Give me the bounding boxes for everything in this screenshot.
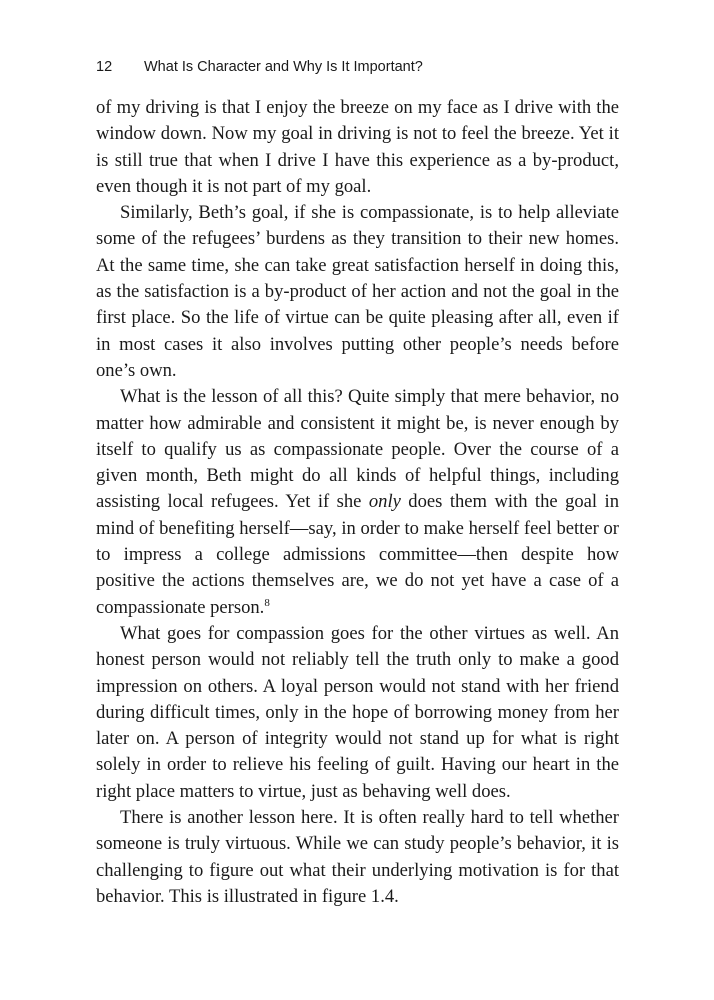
footnote-marker[interactable]: 8	[264, 596, 270, 609]
body-text	[96, 95, 619, 910]
paragraph-5: There is another lesson here. It is often really hard to tell whether someone is truly virtuous. While we can study people’s behavior, it is challenging to figure out what their underlying motivation is for that behavior. This is illustrated in figure 1.4.	[96, 807, 619, 907]
book-page	[96, 0, 619, 1000]
paragraph-3	[96, 384, 619, 621]
running-title: What Is Character and Why Is It Important?	[144, 59, 423, 75]
paragraph-1: of my driving is that I enjoy the breeze on my face as I drive with the window down. Now my goal in driving is not to feel the breeze. Yet it is still true that when I drive I have this experience as a by-product, even though it is not part of my goal.	[96, 97, 619, 197]
paragraph-3-text-start: What is the lesson of all this? Quite simply that mere behavior, no matter how admirable and consistent it might be, is never enough by itself to qualify us as compassionate people. Over the course of a given month, Beth might do all kinds of helpful things, including assisting local refugees. Yet if she	[96, 386, 619, 513]
emphasis-only: only	[368, 491, 401, 513]
paragraph-3-text-end: does them with the goal in mind of benefiting herself—say, in order to make herself feel better or to impress a college admissions committee—then despite how positive the actions themselves are, we do not yet have a case of a compassionate person.	[96, 491, 619, 618]
paragraph-2: Similarly, Beth’s goal, if she is compassionate, is to help alleviate some of the refugees’ burdens as they transition to their new homes. At the same time, she can take great satisfaction herself in doing this, as the satisfaction is a by-product of her action and not the goal in the first place. So the life of virtue can be quite pleasing after all, even if in most cases it also involves putting other people’s needs before one’s own.	[96, 202, 619, 381]
paragraph-4: What goes for compassion goes for the other virtues as well. An honest person would not reliably tell the truth only to make a good impression on others. A loyal person would not stand with her friend during difficult times, only in the hope of borrowing money from her later on. A person of integrity would not stand up for what is right solely in order to relieve his feeling of guilt. Having our heart in the right place matters to virtue, just as behaving well does.	[96, 622, 619, 802]
running-header	[96, 57, 619, 77]
page-number: 12	[96, 59, 113, 75]
